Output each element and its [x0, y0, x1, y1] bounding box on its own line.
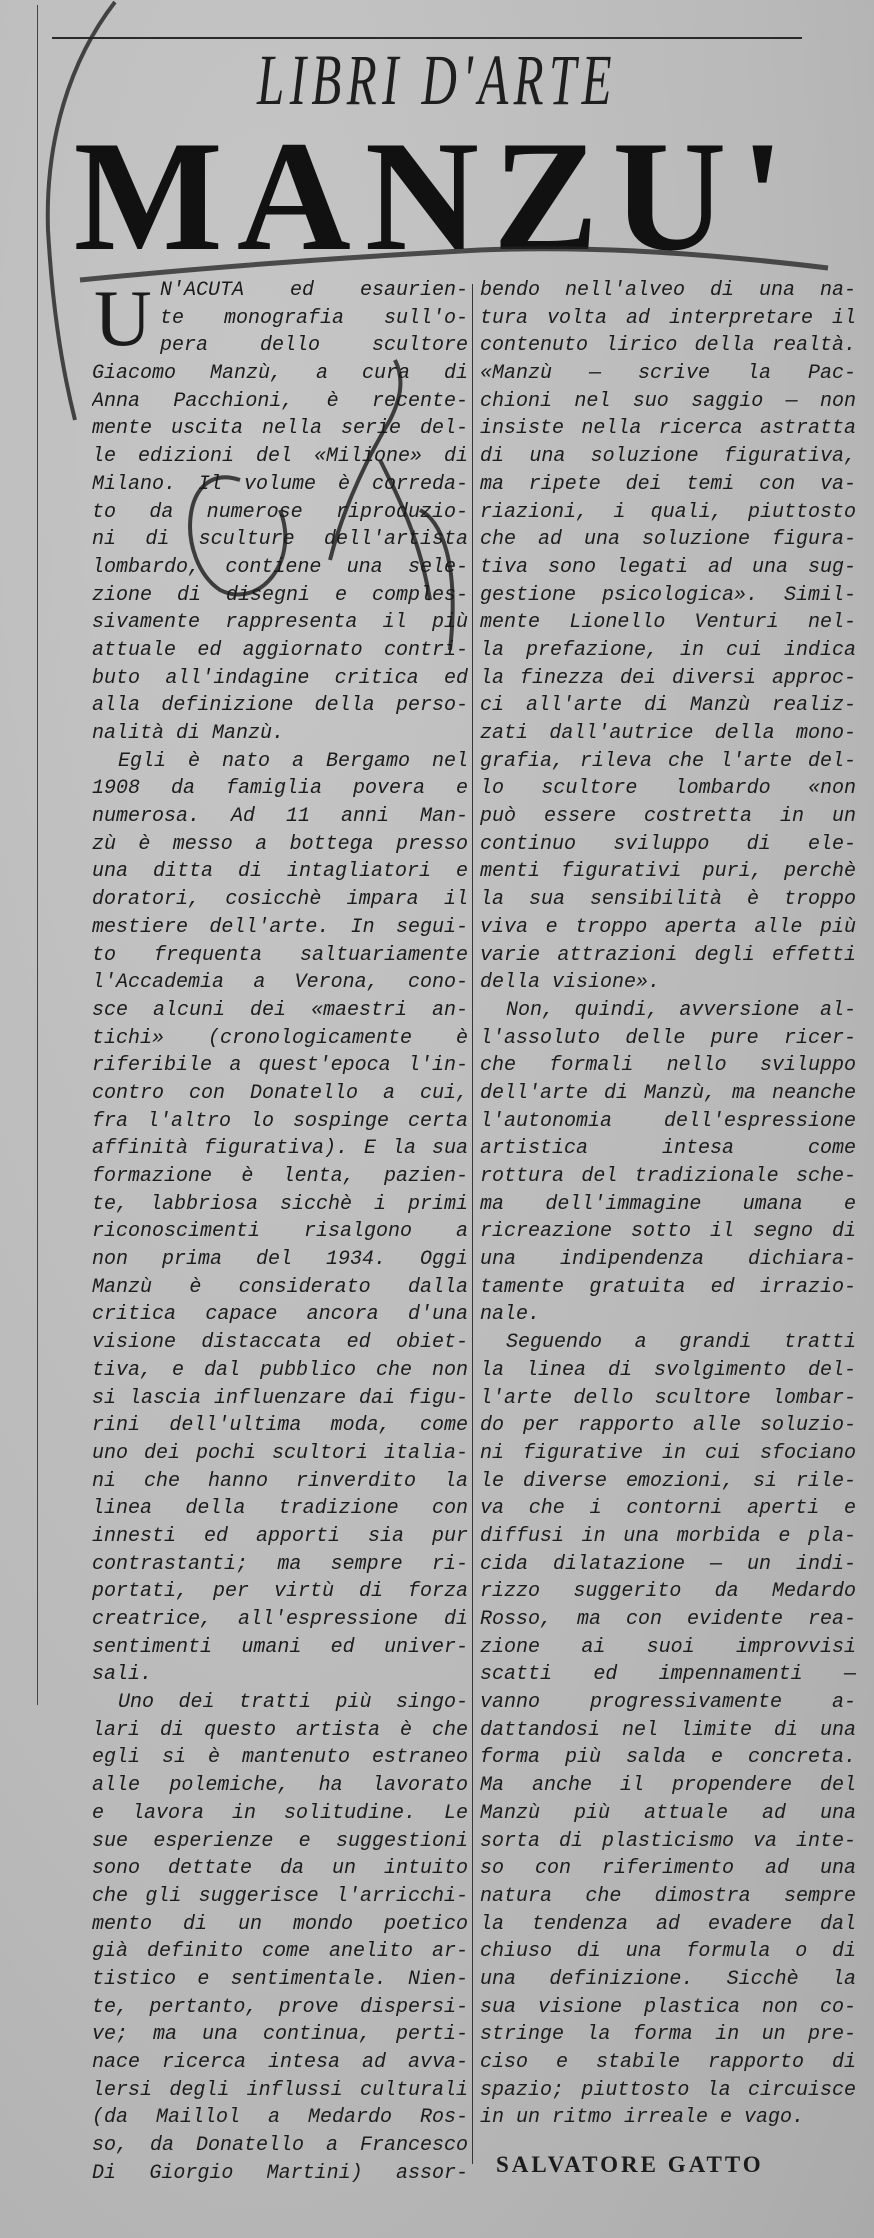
text-line: zione di disegni e comples- — [92, 583, 468, 607]
text-line: tamente gratuita ed irrazio- — [480, 1275, 856, 1299]
text-line: forma più salda e concreta. — [480, 1746, 856, 1770]
text-line: tura volta ad interpretare il — [480, 306, 856, 330]
text-line: lersi degli influssi culturali — [92, 2078, 468, 2102]
text-line: Uno dei tratti più singo- — [118, 1691, 468, 1715]
text-line: Egli è nato a Bergamo nel — [118, 749, 468, 773]
text-line: creatrice, all'espressione di — [92, 1608, 468, 1631]
text-line: varie attrazioni degli effetti — [480, 943, 856, 967]
text-line: ni figurative in cui sfociano — [480, 1441, 856, 1465]
text-line: visione distaccata ed obiet- — [92, 1331, 468, 1355]
text-line: lari di questo artista è che — [92, 1718, 468, 1742]
text-line: artistica intesa come — [480, 1137, 856, 1161]
text-line: una definizione. Sicchè la — [480, 1967, 856, 1991]
text-line: le diverse emozioni, si rile- — [480, 1469, 856, 1493]
text-line: dattandosi nel limite di una — [480, 1718, 856, 1742]
text-line: la linea di svolgimento del- — [480, 1358, 856, 1382]
text-line: Seguendo a grandi tratti — [506, 1331, 856, 1355]
text-line: mento di un mondo poetico — [92, 1912, 468, 1936]
text-line: riazioni, i quali, piuttosto — [480, 500, 856, 524]
text-line: ciso e stabile rapporto di — [480, 2051, 856, 2074]
article-column-right — [480, 277, 856, 2132]
text-line: fra l'altro lo sospinge certa — [92, 1109, 468, 1133]
text-line: Rosso, ma con evidente rea- — [480, 1608, 856, 1631]
text-line: egli si è mantenuto estraneo — [92, 1746, 468, 1770]
text-line: riferibile a quest'epoca l'in- — [92, 1054, 468, 1078]
text-line: rottura del tradizionale sche- — [480, 1165, 856, 1188]
text-line: linea della tradizione con — [92, 1497, 468, 1521]
text-line: sono dettate da un intuito — [92, 1857, 468, 1881]
text-line: Di Giorgio Martini) assor- — [92, 2161, 468, 2185]
top-rule — [52, 37, 802, 39]
text-line: natura che dimostra sempre — [480, 1884, 856, 1908]
text-line: uno dei pochi scultori italia- — [92, 1441, 468, 1465]
text-line: la finezza dei diversi approc- — [480, 666, 856, 690]
author-byline: SALVATORE GATTO — [496, 2152, 764, 2177]
text-line: tistico e sentimentale. Nien- — [92, 1967, 468, 1991]
text-line: menti figurativi puri, perchè — [480, 860, 856, 884]
text-line: l'autonomia dell'espressione — [480, 1109, 856, 1133]
text-line: Giacomo Manzù, a cura di — [92, 362, 468, 386]
text-line: chiuso di una formula o di — [480, 1940, 856, 1964]
text-line: che formali nello sviluppo — [480, 1054, 856, 1078]
text-line: mente uscita nella serie del- — [92, 417, 468, 441]
text-line: dell'arte di Manzù, ma neanche — [480, 1081, 856, 1105]
text-line: doratori, cosicchè impara il — [92, 888, 468, 912]
text-line: cida dilatazione — un indi- — [480, 1552, 856, 1576]
text-line: la prefazione, in cui indica — [480, 638, 856, 662]
text-line: attuale ed aggiornato contri- — [92, 638, 468, 662]
text-line: affinità figurativa). E la sua — [92, 1137, 468, 1161]
text-line: zione ai suoi improvvisi — [480, 1635, 856, 1659]
text-line: mente Lionello Venturi nel- — [480, 611, 856, 635]
text-line: mestiere dell'arte. In segui- — [92, 915, 468, 939]
text-line: so, da Donatello a Francesco — [92, 2134, 468, 2158]
text-line: va che i contorni aperti e — [480, 1497, 856, 1521]
text-line: Milano. Il volume è correda- — [92, 472, 468, 496]
text-line: viva e troppo aperta alle più — [480, 915, 856, 939]
text-line: Manzù è considerato dalla — [92, 1275, 468, 1299]
text-line: te, pertanto, prove dispersi- — [92, 1995, 468, 2019]
text-line: Anna Pacchioni, è recente- — [92, 389, 468, 413]
text-line: una indipendenza dichiara- — [480, 1248, 856, 1272]
text-line: (da Maillol a Medardo Ros- — [92, 2106, 468, 2130]
text-line: nale. — [480, 1303, 541, 1327]
text-line: l'arte dello scultore lombar- — [480, 1386, 856, 1410]
text-line: do per rapporto alle soluzio- — [480, 1414, 856, 1438]
text-line: chioni nel suo saggio — non — [480, 389, 856, 413]
text-line: Manzù più attuale ad una — [480, 1801, 856, 1825]
text-line: Non, quindi, avversione al- — [506, 998, 856, 1022]
text-line: zù è messo a bottega presso — [92, 832, 468, 856]
text-line: te, labbriosa sicchè i primi — [92, 1192, 468, 1216]
text-line: sentimenti umani ed univer- — [92, 1635, 468, 1659]
text-line: non prima del 1934. Oggi — [92, 1248, 468, 1272]
text-line: scatti ed impennamenti — — [480, 1663, 856, 1687]
margin-rule — [37, 5, 38, 1705]
text-line: la tendenza ad evadere dal — [480, 1912, 856, 1936]
text-line: ma ripete dei temi con va- — [480, 472, 856, 496]
text-line: Ma anche il propendere del — [480, 1774, 856, 1798]
column-divider — [472, 284, 473, 2164]
text-line: to frequenta saltuariamente — [92, 943, 468, 967]
text-line: sua visione plastica non co- — [480, 1995, 856, 2019]
text-line: tichi» (cronologicamente è — [92, 1026, 468, 1050]
text-line: rini dell'ultima moda, come — [92, 1414, 468, 1438]
text-line: l'assoluto delle pure ricer- — [480, 1026, 856, 1050]
text-line: riconoscimenti risalgono a — [92, 1220, 468, 1244]
text-line: che gli suggerisce l'arricchi- — [92, 1884, 468, 1908]
article-column-left — [92, 277, 468, 2187]
drop-cap: U — [94, 275, 152, 363]
text-line: stringe la forma in un pre- — [480, 2023, 856, 2047]
text-line: vanno progressivamente a- — [480, 1691, 856, 1715]
text-line: che ad una soluzione figura- — [480, 528, 856, 552]
text-line: in un ritmo irreale e vago. — [480, 2106, 805, 2130]
text-line: buto all'indagine critica ed — [92, 666, 468, 690]
text-line: ni di sculture dell'artista — [92, 528, 468, 552]
text-line: continuo sviluppo di ele- — [480, 832, 856, 856]
text-line: sue esperienze e suggestioni — [92, 1829, 468, 1853]
text-line: bendo nell'alveo di una na- — [480, 279, 856, 302]
text-line: ricreazione sotto il segno di — [480, 1220, 856, 1244]
text-line: le edizioni del «Milione» di — [92, 445, 468, 469]
text-line: contrastanti; ma sempre ri- — [92, 1552, 468, 1576]
text-line: te monografia sull'o- — [160, 306, 468, 330]
text-line: contro con Donatello a cui, — [92, 1081, 468, 1105]
text-line: tiva sono legati ad una sug- — [480, 555, 856, 579]
text-line: tiva, e dal pubblico che non — [92, 1358, 468, 1382]
text-line: lombardo, contiene una sele- — [92, 555, 468, 579]
text-line: si lascia influenzare dai figu- — [92, 1386, 468, 1410]
text-line: «Manzù — scrive la Pac- — [480, 362, 856, 386]
text-line: lo scultore lombardo «non — [480, 777, 856, 801]
text-line: e lavora in solitudine. Le — [92, 1801, 468, 1825]
text-line: può essere costretta in un — [480, 805, 856, 829]
text-line: contenuto lirico della realtà. — [480, 334, 856, 358]
text-line: sce alcuni dei «maestri an- — [92, 998, 468, 1022]
text-line: una ditta di intagliatori e — [92, 860, 468, 884]
text-line: innesti ed apporti sia pur — [92, 1524, 468, 1548]
text-line: sivamente rappresenta il più — [92, 611, 468, 635]
text-line: alla definizione della perso- — [92, 694, 468, 718]
text-line: pera dello scultore — [160, 334, 468, 358]
text-line: di una soluzione figurativa, — [480, 445, 856, 469]
text-line: ni che hanno rinverdito la — [92, 1469, 468, 1493]
text-line: zati dall'autrice della mono- — [480, 722, 856, 745]
text-line: ve; ma una continua, perti- — [92, 2023, 468, 2047]
text-line: diffusi in una morbida e pla- — [480, 1524, 856, 1548]
text-line: N'ACUTA ed esaurien- — [160, 279, 468, 302]
text-line: sali. — [92, 1663, 153, 1687]
text-line: portati, per virtù di forza — [92, 1580, 468, 1604]
text-line: ma dell'immagine umana e — [480, 1192, 856, 1216]
text-line: l'Accademia a Verona, cono- — [92, 971, 468, 995]
text-line: spazio; piuttosto la circuisce — [480, 2078, 856, 2102]
text-line: la sua sensibilità è troppo — [480, 888, 856, 912]
text-line: della visione». — [480, 971, 661, 995]
text-line: numerosa. Ad 11 anni Man- — [92, 805, 468, 829]
text-line: nalità di Manzù. — [92, 722, 285, 745]
text-line: so con riferimento ad una — [480, 1857, 856, 1881]
text-line: alle polemiche, ha lavorato — [92, 1774, 468, 1798]
text-line: rizzo suggerito da Medardo — [480, 1580, 856, 1604]
text-line: formazione è lenta, pazien- — [92, 1165, 468, 1188]
text-line: to da numerose riproduzio- — [92, 500, 468, 524]
text-line: già definito come anelito ar- — [92, 1940, 468, 1964]
text-line: nace ricerca intesa ad avva- — [92, 2051, 468, 2074]
headline: MANZU' — [73, 109, 799, 284]
text-line: grafia, rileva che l'arte del- — [480, 749, 856, 773]
text-line: ci all'arte di Manzù realiz- — [480, 694, 856, 718]
text-line: 1908 da famiglia povera e — [92, 777, 468, 801]
text-line: sorta di plasticismo va inte- — [480, 1829, 856, 1853]
section-title: LIBRI D'ARTE — [257, 40, 617, 120]
text-line: critica capace ancora d'una — [92, 1303, 468, 1327]
text-line: gestione psicologica». Simil- — [480, 583, 856, 607]
text-line: insiste nella ricerca astratta — [480, 417, 856, 441]
